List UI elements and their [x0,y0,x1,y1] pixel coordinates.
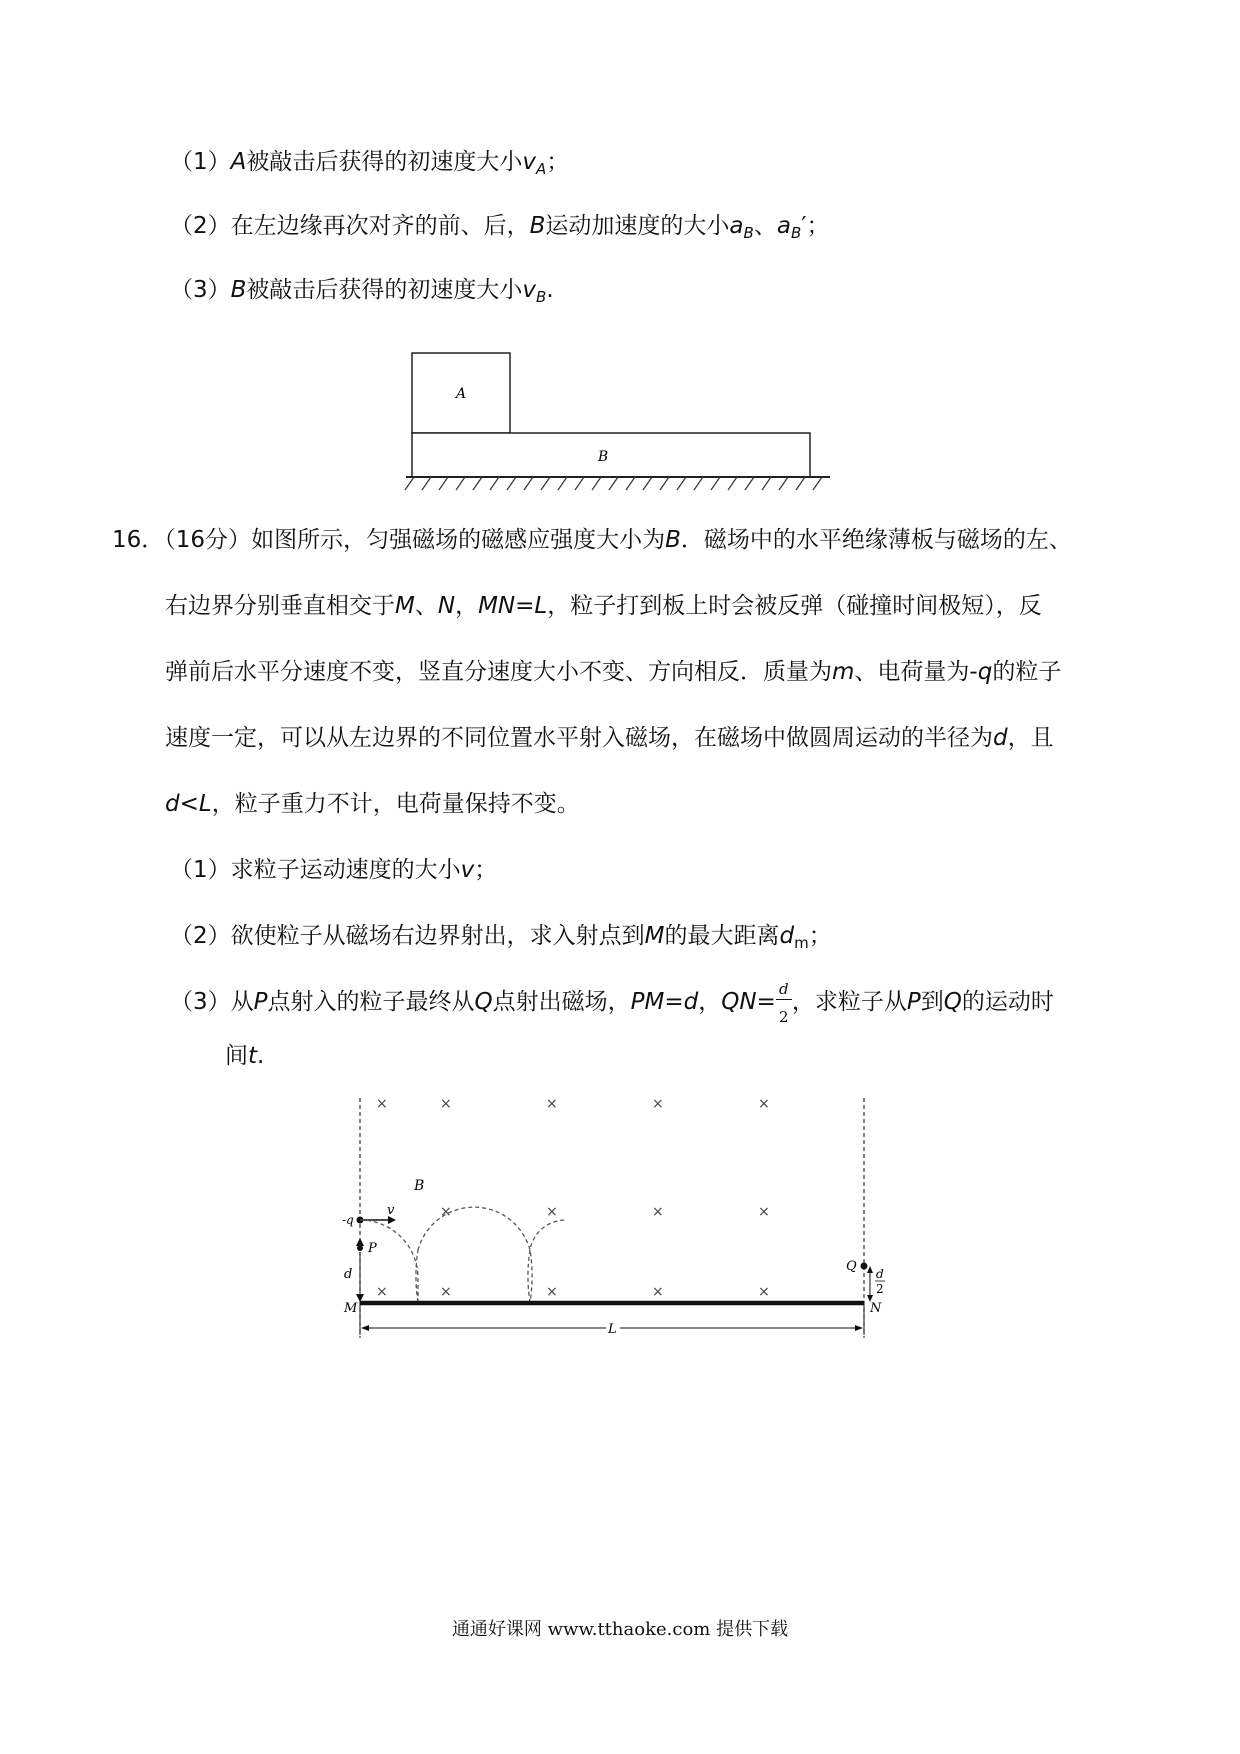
point-q-label: Q [846,1259,857,1274]
field-cross: × [652,1204,664,1220]
hatch-mark [592,477,601,490]
block-a-label: A [455,386,467,402]
hatch-mark [660,477,669,490]
d-half-numerator: d [876,1267,884,1281]
field-cross: × [758,1284,770,1300]
question-score: （16分） [164,527,252,553]
hatch-mark [524,477,533,490]
hatch-mark [677,477,686,490]
hatch-mark [711,477,720,490]
field-crosses [376,1096,770,1300]
field-cross: × [376,1096,388,1112]
q16-part-3-cont: 间t. [225,1043,265,1069]
hatch-mark [643,477,652,490]
l-label: L [608,1322,617,1337]
field-cross: × [652,1284,664,1300]
magnetic-field-figure [340,1090,900,1400]
blocks-figure [380,345,840,495]
field-label-b: B [414,1178,425,1194]
hatch-mark [541,477,550,490]
hatch-mark [456,477,465,490]
footer-source: 通通好课网 www.tthaoke.com 提供下载 [451,1619,789,1640]
d-label: d [344,1267,353,1282]
point-p-label: P [368,1241,377,1256]
point-q [861,1263,868,1270]
q16-part-2: （2）欲使粒子从磁场右边界射出，求入射点到M的最大距离$d_m$； [170,923,832,952]
velocity-label: v [387,1203,395,1218]
question-number: 16． [112,527,165,553]
block-b [412,433,810,477]
field-cross: × [546,1284,558,1300]
q15-part-1: （1）A被敲击后获得的初速度大小$v_A$； [170,149,570,178]
hatch-mark [490,477,499,490]
hatch-mark [422,477,431,490]
field-cross: × [440,1284,452,1300]
block-b-label: B [597,449,609,465]
field-cross: × [758,1204,770,1220]
l-arrowhead-left [361,1325,369,1331]
point-m-label: M [344,1301,358,1316]
hatch-mark [575,477,584,490]
hatch-mark [473,477,482,490]
hatch-mark [813,477,822,490]
hatch-mark [626,477,635,490]
q16-line-4: 速度一定，可以从左边界的不同位置水平射入磁场，在磁场中做圆周运动的半径为d，且 [165,725,1054,751]
field-cross: × [440,1204,452,1220]
q16-line-3: 弹前后水平分速度不变，竖直分速度大小不变、方向相反．质量为m、电荷量为-q的粒子 [165,659,1062,685]
q15-part-3: （3）B被敲击后获得的初速度大小$v_B$. [170,277,554,306]
hatch-mark [762,477,771,490]
hatch-mark [779,477,788,490]
hatch-mark [405,477,414,490]
d-half-arrowhead-top [867,1266,873,1273]
fraction-d-over-2: $\frac{d}{2}$ [776,987,792,1019]
hatch-mark [439,477,448,490]
q15-part-2: （2）在左边缘再次对齐的前、后，B运动加速度的大小$a_B$、$a_B'$； [170,213,830,242]
hatch-mark [694,477,703,490]
q16-part-3: （3）从P点射入的粒子最终从Q点射出磁场，PM=d，QN= $\frac{d}{2}$ ，求粒子从P到Q的运动时 [170,979,1054,1026]
hatch-mark [796,477,805,490]
q16-line-2: 右边界分别垂直相交于M、N，MN=L，粒子打到板上时会被反弹（碰撞时间极短），反 [165,593,1042,619]
p-arrowhead [356,1238,364,1246]
q16-line-1: 16．（16分）如图所示，匀强磁场的磁感应强度大小为B．磁场中的水平绝缘薄板与磁场的左、 [112,527,1072,553]
field-cross: × [376,1284,388,1300]
d-half-denominator: 2 [876,1282,884,1296]
hatch-mark [507,477,516,490]
point-n-label: N [870,1301,882,1316]
field-cross: × [758,1096,770,1112]
l-arrowhead-right [855,1325,863,1331]
field-cross: × [440,1096,452,1112]
ground-hatching [405,477,822,490]
hatch-mark [558,477,567,490]
q16-part-1: （1）求粒子运动速度的大小v； [170,857,498,883]
charge-label: -q [342,1213,354,1227]
q16-line-5: d<L，粒子重力不计，电荷量保持不变。 [165,791,580,817]
hatch-mark [745,477,754,490]
hatch-mark [609,477,618,490]
field-cross: × [546,1096,558,1112]
field-cross: × [652,1096,664,1112]
hatch-mark [728,477,737,490]
field-cross: × [546,1204,558,1220]
